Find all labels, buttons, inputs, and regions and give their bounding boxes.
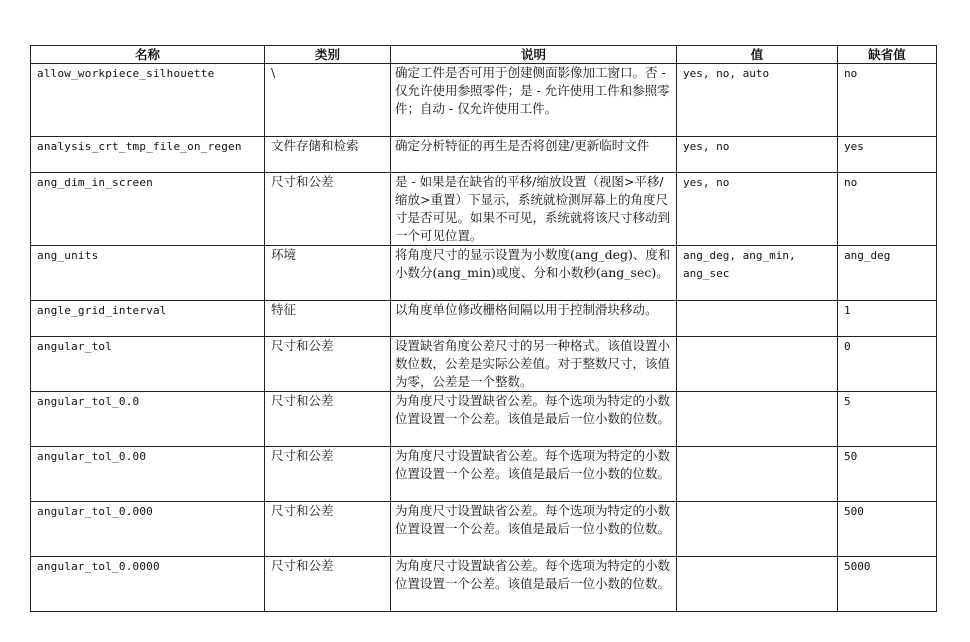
option-description: 为角度尺寸设置缺省公差。每个选项为特定的小数位置设置一个公差。该值是最后一位小数的位数。 — [391, 392, 677, 447]
option-default: no — [838, 173, 937, 246]
table-row — [31, 246, 937, 301]
option-name: angular_tol_0.0 — [31, 392, 265, 447]
option-name: angular_tol — [31, 337, 265, 392]
table-row — [31, 301, 937, 337]
option-name: angular_tol_0.000 — [31, 502, 265, 557]
option-default: 5 — [838, 392, 937, 447]
option-description: 确定分析特征的再生是否将创建/更新临时文件 — [391, 137, 677, 173]
option-values — [677, 447, 838, 502]
option-values: yes, no — [677, 173, 838, 246]
header-description: 说明 — [391, 46, 677, 64]
table-row — [31, 502, 937, 557]
option-description: 为角度尺寸设置缺省公差。每个选项为特定的小数位置设置一个公差。该值是最后一位小数的位数。 — [391, 557, 677, 612]
table-row — [31, 337, 937, 392]
option-category: \ — [265, 64, 391, 137]
option-description: 将角度尺寸的显示设置为小数度(ang_deg)、度和小数分(ang_min)或度、分和小数秒(ang_sec)。 — [391, 246, 677, 301]
option-name: angular_tol_0.0000 — [31, 557, 265, 612]
option-category: 环境 — [265, 246, 391, 301]
option-description: 确定工件是否可用于创建侧面影像加工窗口。否 - 仅允许使用参照零件；是 - 允许使用工件和参照零件；自动 - 仅允许使用工件。 — [391, 64, 677, 137]
option-description: 是 - 如果是在缺省的平移/缩放设置（视图>平移/缩放>重置）下显示，系统就检测屏幕上的角度尺寸是否可见。如果不可见，系统就将该尺寸移动到一个可见位置。 — [391, 173, 677, 246]
option-default: yes — [838, 137, 937, 173]
header-name: 名称 — [31, 46, 265, 64]
option-values — [677, 337, 838, 392]
option-category: 尺寸和公差 — [265, 392, 391, 447]
option-values: yes, no, auto — [677, 64, 838, 137]
option-values — [677, 557, 838, 612]
option-category: 文件存储和检索 — [265, 137, 391, 173]
option-description: 以角度单位修改栅格间隔以用于控制滑块移动。 — [391, 301, 677, 337]
table-row — [31, 64, 937, 137]
header-values: 值 — [677, 46, 838, 64]
option-category: 尺寸和公差 — [265, 502, 391, 557]
option-default: no — [838, 64, 937, 137]
option-category: 特征 — [265, 301, 391, 337]
config-options-table — [30, 45, 937, 612]
option-name: ang_units — [31, 246, 265, 301]
option-name: angle_grid_interval — [31, 301, 265, 337]
option-default: 5000 — [838, 557, 937, 612]
header-category: 类别 — [265, 46, 391, 64]
option-values — [677, 392, 838, 447]
table-row — [31, 557, 937, 612]
option-default: 1 — [838, 301, 937, 337]
option-name: ang_dim_in_screen — [31, 173, 265, 246]
option-category: 尺寸和公差 — [265, 557, 391, 612]
option-category: 尺寸和公差 — [265, 337, 391, 392]
option-name: allow_workpiece_silhouette — [31, 64, 265, 137]
option-values: ang_deg, ang_min, ang_sec — [677, 246, 838, 301]
option-values — [677, 502, 838, 557]
option-category: 尺寸和公差 — [265, 447, 391, 502]
option-description: 设置缺省角度公差尺寸的另一种格式。该值设置小数位数，公差是实际公差值。对于整数尺寸，该值为零，公差是一个整数。 — [391, 337, 677, 392]
header-default: 缺省值 — [838, 46, 937, 64]
option-default: 50 — [838, 447, 937, 502]
table-row — [31, 137, 937, 173]
option-name: analysis_crt_tmp_file_on_regen — [31, 137, 265, 173]
option-default: ang_deg — [838, 246, 937, 301]
option-values: yes, no — [677, 137, 838, 173]
option-default: 0 — [838, 337, 937, 392]
option-description: 为角度尺寸设置缺省公差。每个选项为特定的小数位置设置一个公差。该值是最后一位小数的位数。 — [391, 447, 677, 502]
option-category: 尺寸和公差 — [265, 173, 391, 246]
table-row — [31, 447, 937, 502]
table-row — [31, 173, 937, 246]
table-header-row — [31, 46, 937, 64]
option-name: angular_tol_0.00 — [31, 447, 265, 502]
table-row — [31, 392, 937, 447]
option-description: 为角度尺寸设置缺省公差。每个选项为特定的小数位置设置一个公差。该值是最后一位小数的位数。 — [391, 502, 677, 557]
option-values — [677, 301, 838, 337]
option-default: 500 — [838, 502, 937, 557]
